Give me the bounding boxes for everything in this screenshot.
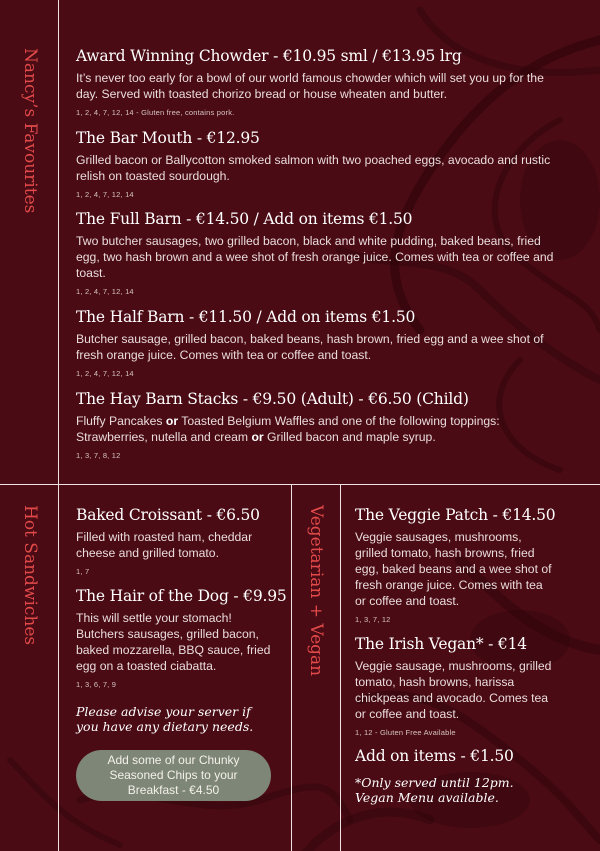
menu-item-hair-of-the-dog: [76, 587, 287, 693]
item-title: Baked Croissant - €6.50: [76, 506, 260, 524]
menu-item-bar-mouth: [76, 129, 556, 203]
section-title-favourites: Nancy’s Favourites: [20, 48, 40, 214]
menu-item-veggie-patch: [355, 506, 555, 628]
vertical-rule-veg: [340, 484, 341, 851]
dietary-needs-note: Please advise your server if you have any dietary needs.: [76, 704, 254, 734]
item-title: Award Winning Chowder - €10.95 sml / €13.95 lrg: [76, 47, 462, 65]
horizontal-rule: [0, 484, 600, 485]
item-allergens: 1, 3, 7, 8, 12: [76, 451, 121, 460]
item-description: Butcher sausage, grilled bacon, baked beans, hash brown, fried egg and a wee shot of fresh orange juice. Comes with tea or coffee and toast.: [76, 332, 544, 362]
item-title: The Full Barn - €14.50 / Add on items €1.50: [76, 210, 413, 228]
item-description: Filled with roasted ham, cheddar cheese and grilled tomato.: [76, 530, 253, 560]
vertical-rule-middle: [291, 484, 292, 851]
item-description: It’s never too early for a bowl of our world famous chowder which will set you up for the day. Served with toasted chorizo bread or house wheaten and butter.: [76, 71, 544, 101]
item-allergens: 1, 12 - Gluten Free Available: [355, 728, 456, 737]
item-description: This will settle your stomach! Butchers sausages, grilled bacon, baked mozzarella, BBQ sauce, fried egg on a toasted ciabatta.: [76, 611, 271, 673]
menu-item-full-barn: [76, 210, 561, 300]
item-title: The Hair of the Dog - €9.95: [76, 587, 287, 605]
item-description: Two butcher sausages, two grilled bacon, black and white pudding, baked beans, fried egg, two hash brown and a wee shot of fresh orange juice. Comes with tea or coffee and toast.: [76, 234, 554, 280]
menu-item-chowder: [76, 47, 556, 121]
item-title: The Half Barn - €11.50 / Add on items €1.50: [76, 308, 416, 326]
item-allergens: 1, 2, 4, 7, 12, 14: [76, 287, 134, 296]
chips-upsell-button[interactable]: Add some of our Chunky Seasoned Chips to your Breakfast - €4.50: [76, 750, 271, 801]
item-title: The Hay Barn Stacks - €9.50 (Adult) - €6.50 (Child): [76, 390, 469, 408]
item-title: Add on items - €1.50: [355, 747, 514, 765]
item-allergens: 1, 2, 4, 7, 12, 14 - Gluten free, contains pork.: [76, 108, 235, 117]
menu-item-baked-croissant: [76, 506, 281, 580]
item-description: Fluffy Pancakes or Toasted Belgium Waffles and one of the following toppings: Strawberries, nutella and cream or Grilled bacon and maple syrup.: [76, 414, 500, 444]
section-title-vegetarian: Vegetarian + Vegan: [306, 505, 326, 677]
served-until-note: *Only served until 12pm. Vegan Menu available.: [355, 775, 514, 805]
menu-item-irish-vegan: [355, 635, 555, 741]
item-description: Grilled bacon or Ballycotton smoked salmon with two poached eggs, avocado and rustic relish on toasted sourdough.: [76, 153, 551, 183]
item-description: Veggie sausages, mushrooms, grilled tomato, hash browns, fried egg, baked beans and a wee shot of fresh orange juice. Comes with tea or coffee and toast.: [355, 530, 552, 608]
item-title: The Bar Mouth - €12.95: [76, 129, 260, 147]
item-description: Veggie sausage, mushrooms, grilled tomato, hash browns, harissa chickpeas and avocado. Comes tea or coffee and toast.: [355, 659, 552, 721]
item-title: The Veggie Patch - €14.50: [355, 506, 556, 524]
item-title: The Irish Vegan* - €14: [355, 635, 527, 653]
section-title-hot-sandwiches: Hot Sandwiches: [20, 505, 40, 646]
item-allergens: 1, 2, 4, 7, 12, 14: [76, 369, 134, 378]
menu-item-add-on: [355, 747, 555, 770]
item-allergens: 1, 3, 7, 12: [355, 615, 391, 624]
item-allergens: 1, 2, 4, 7, 12, 14: [76, 190, 134, 199]
menu-item-half-barn: [76, 308, 561, 382]
menu-item-hay-barn-stacks: [76, 390, 561, 464]
vertical-rule-left: [58, 0, 59, 851]
item-allergens: 1, 7: [76, 567, 90, 576]
item-allergens: 1, 3, 6, 7, 9: [76, 680, 117, 689]
